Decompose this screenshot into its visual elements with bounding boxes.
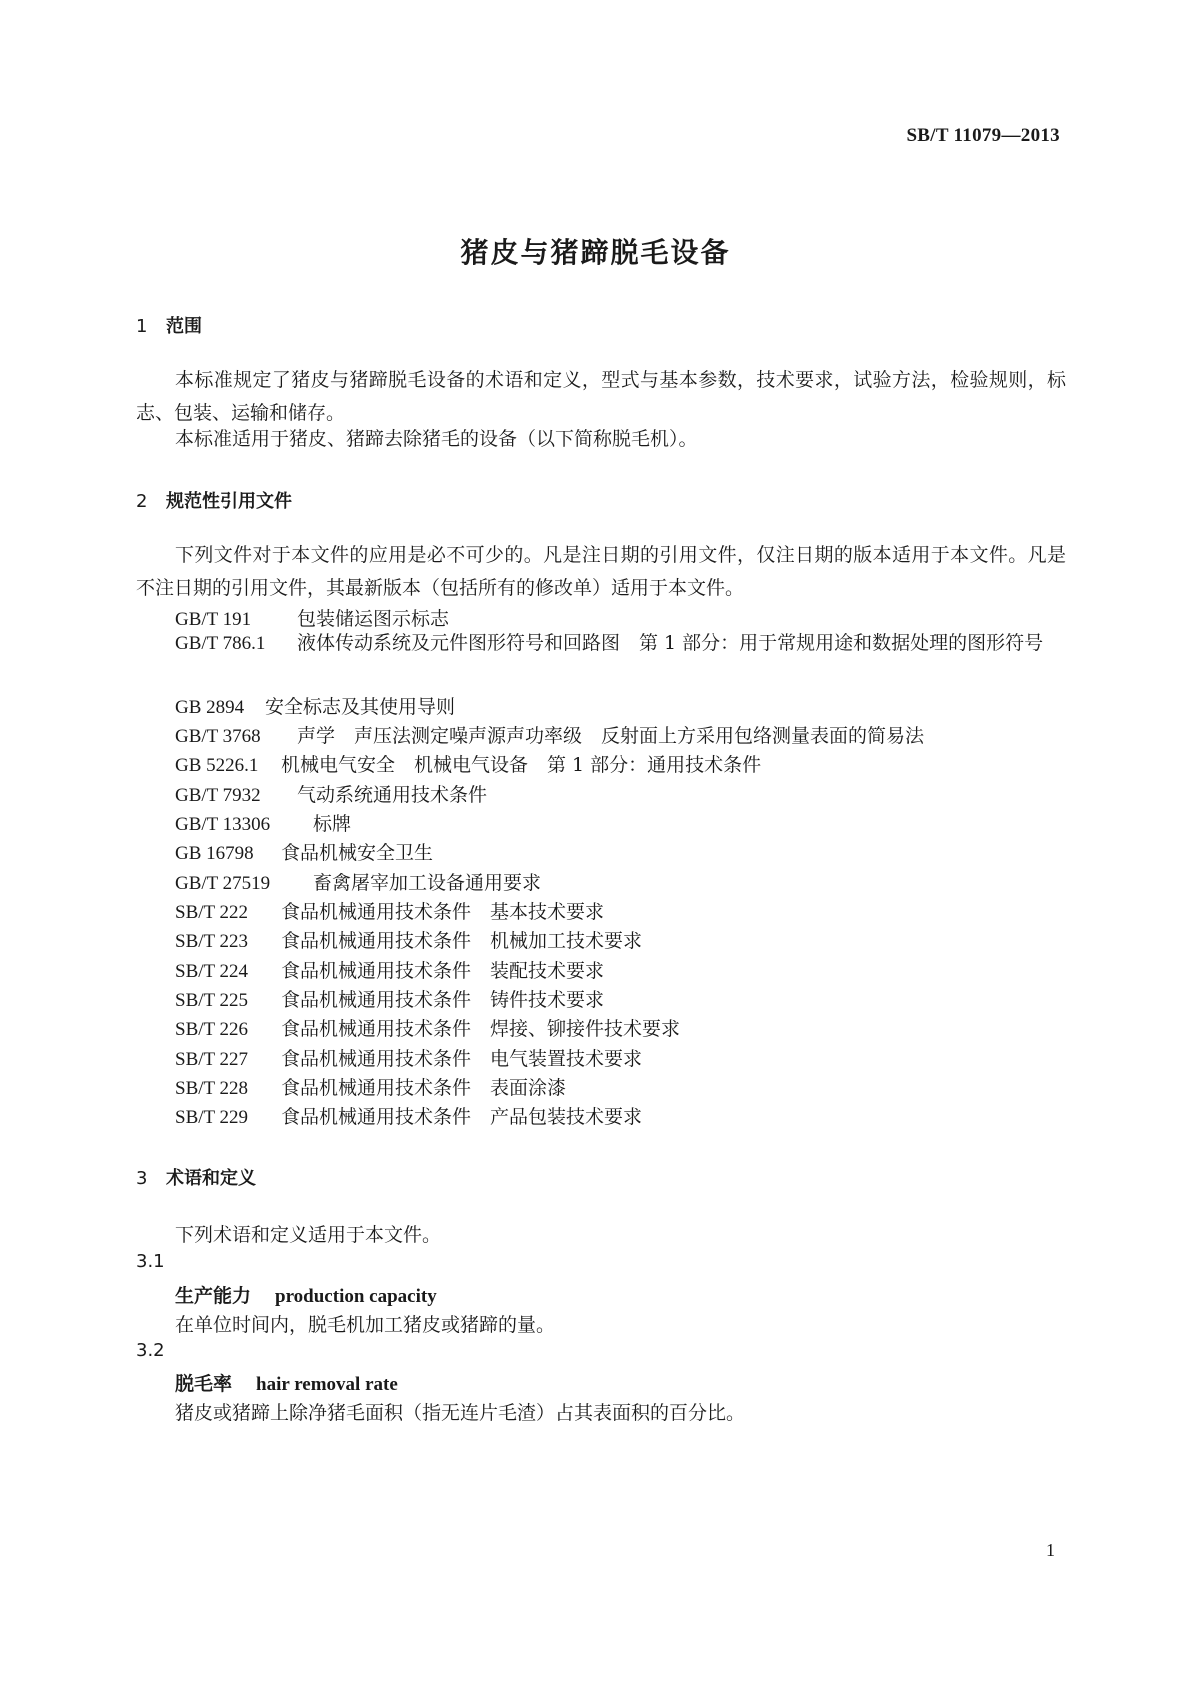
term-chinese: 脱毛率 (175, 1373, 233, 1395)
reference-item (175, 926, 642, 953)
reference-code: SB/T 226 (175, 1019, 249, 1040)
section-number: 2 (136, 491, 148, 512)
paragraph: 下列文件对于本文件的应用是必不可少的。凡是注日期的引用文件，仅注日期的版本适用于本文件。凡是不注日期的引用文件，其最新版本（包括所有的修改单）适用于本文件。 (136, 544, 1066, 599)
term-chinese: 生产能力 (175, 1285, 252, 1307)
reference-title: 包装储运图示标志 (297, 608, 450, 630)
reference-item (175, 1102, 642, 1129)
paragraph: 本标准规定了猪皮与猪蹄脱毛设备的术语和定义，型式与基本参数，技术要求，试验方法，检验规则，标志、包装、运输和储存。 (136, 369, 1066, 424)
reference-code: GB 16798 (175, 843, 254, 864)
reference-code: GB 2894 (175, 697, 245, 718)
reference-code: SB/T 229 (175, 1107, 249, 1128)
reference-title: 安全标志及其使用导则 (265, 696, 456, 718)
reference-title: 食品机械通用技术条件 电气装置技术要求 (281, 1048, 643, 1070)
reference-item (175, 809, 351, 836)
reference-title: 机械电气安全 机械电气设备 第 1 部分：通用技术条件 (281, 754, 762, 776)
reference-title: 食品机械通用技术条件 焊接、铆接件技术要求 (281, 1018, 681, 1040)
reference-title: 声学 声压法测定噪声源声功率级 反射面上方采用包络测量表面的简易法 (297, 725, 925, 747)
reference-code: GB/T 786.1 (175, 633, 266, 654)
reference-title: 畜禽屠宰加工设备通用要求 (313, 872, 542, 894)
section-title: 规范性引用文件 (166, 491, 292, 512)
reference-code: GB 5226.1 (175, 755, 259, 776)
paragraph: 本标准适用于猪皮、猪蹄去除猪毛的设备（以下简称脱毛机）。 (175, 428, 698, 450)
term-entry (175, 1281, 437, 1308)
term-definition: 猪皮或猪蹄上除净猪毛面积（指无连片毛渣）占其表面积的百分比。 (175, 1402, 746, 1424)
reference-title: 食品机械通用技术条件 装配技术要求 (281, 960, 605, 982)
reference-code: GB/T 27519 (175, 873, 271, 894)
reference-code: GB/T 7932 (175, 785, 261, 806)
section-title: 术语和定义 (166, 1168, 256, 1189)
section-title: 范围 (166, 316, 202, 337)
reference-title: 食品机械通用技术条件 基本技术要求 (281, 901, 605, 923)
term-english: production capacity (275, 1286, 437, 1307)
reference-item (175, 1073, 566, 1100)
reference-title: 标牌 (313, 813, 352, 835)
section-heading-scope (136, 312, 202, 338)
reference-item (175, 721, 924, 748)
reference-item (175, 897, 604, 924)
reference-item (175, 956, 604, 983)
reference-code: GB/T 3768 (175, 726, 261, 747)
reference-title: 液体传动系统及元件图形符号和回路图 第 1 部分：用于常规用途和数据处理的图形符号 (297, 632, 1044, 654)
section-heading-normative-references (136, 487, 292, 513)
reference-title: 食品机械通用技术条件 产品包装技术要求 (281, 1106, 643, 1128)
term-definition: 在单位时间内，脱毛机加工猪皮或猪蹄的量。 (175, 1314, 556, 1336)
reference-item (175, 838, 433, 865)
reference-title: 食品机械通用技术条件 机械加工技术要求 (281, 930, 643, 952)
reference-item (175, 780, 487, 807)
reference-code: SB/T 222 (175, 902, 249, 923)
reference-item (175, 1044, 642, 1071)
page-number: 1 (1046, 1540, 1055, 1560)
reference-code: GB/T 13306 (175, 814, 271, 835)
reference-code: SB/T 225 (175, 990, 249, 1011)
section-number: 1 (136, 316, 148, 337)
term-english: hair removal rate (256, 1374, 398, 1395)
reference-item (136, 627, 1066, 660)
reference-title: 食品机械通用技术条件 铸件技术要求 (281, 989, 605, 1011)
reference-item (175, 868, 541, 895)
reference-code: SB/T 224 (175, 961, 249, 982)
reference-title: 食品机械安全卫生 (281, 842, 434, 864)
document-title: 猪皮与猪蹄脱毛设备 (460, 236, 731, 269)
clause-number: 3.1 (136, 1251, 165, 1272)
section-number: 3 (136, 1168, 148, 1189)
reference-code: SB/T 227 (175, 1049, 249, 1070)
standard-code: SB/T 11079—2013 (906, 125, 1060, 146)
term-entry (175, 1369, 398, 1396)
reference-item (175, 692, 455, 719)
reference-item (175, 750, 761, 777)
clause-number: 3.2 (136, 1340, 165, 1361)
paragraph: 下列术语和定义适用于本文件。 (175, 1224, 442, 1246)
reference-code: SB/T 223 (175, 931, 249, 952)
reference-item (175, 985, 604, 1012)
reference-item (175, 1014, 680, 1041)
reference-code: GB/T 191 (175, 609, 252, 630)
reference-code: SB/T 228 (175, 1078, 249, 1099)
section-heading-terms-and-definitions (136, 1164, 256, 1190)
reference-title: 食品机械通用技术条件 表面涂漆 (281, 1077, 567, 1099)
reference-title: 气动系统通用技术条件 (297, 784, 488, 806)
